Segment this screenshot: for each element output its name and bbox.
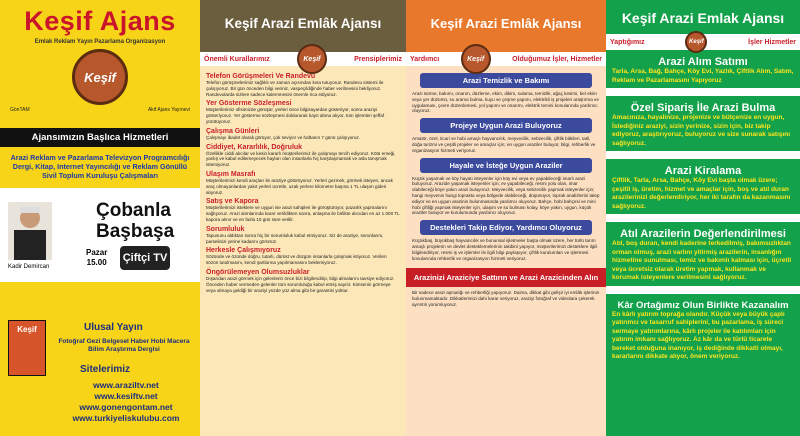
tab-work: İşler Hizmetler bbox=[748, 38, 796, 46]
section-text: Müşterilerimiz ofisimizde görüşür, yerleri önce bilgisayardan gösteriyor, sonra araziyi gösteriyoruz. Yer gösterme sözleşmesi doldurarak kayıt altına alıyor, tüm işlemleri şeffaf yürütüyoruz. bbox=[206, 107, 385, 124]
divider bbox=[606, 214, 800, 222]
section-text: Telefon görüşmelerimiz sağlıklı ve zaman açısından kısa tutuyoruz. Randevu sistemi ile çalışıyoruz. Bir gün önceden bilgi veriniz, vaspeçildiğinde haber verilmesini bekliyoruz. Randevularda sizlere sadece kalemmesini önemle rica ediyoruz. bbox=[206, 80, 384, 97]
site-link[interactable]: www.kesiftv.net bbox=[94, 391, 158, 401]
service-heading: Arazi Kiralama bbox=[664, 165, 742, 177]
show-title: Çobanla Başbaşa bbox=[96, 200, 175, 242]
site-link[interactable]: www.gonengontam.net bbox=[79, 402, 173, 412]
tv-show-block bbox=[0, 188, 200, 282]
channel-logo: Çiftçi TV bbox=[120, 246, 170, 270]
service-text: Atıl, boş duran, kendi kaderine terkedilmiş, bakımsızlıktan orman olmuş, arazi varlını yitirmiş arazilerin, insanlığın hizmetine sunulması, temiz ve bakımlı kalması için, üçretli veya ücretsiz olarak üretim yapmak, kullanmak ve korumak isteyenlere verilmesini sağlıyoruz. bbox=[612, 240, 792, 281]
section-heading: Öngörülemeyen Olumsuzluklar bbox=[206, 268, 310, 276]
logo-footer bbox=[0, 105, 200, 115]
service-heading: Arazi Alım Satımı bbox=[658, 56, 748, 68]
section-pill: Destekleri Takip Ediyor, Yardımcı Oluyoruz bbox=[420, 220, 592, 235]
section-pill: Arazi Temizlik ve Bakımı bbox=[420, 73, 592, 88]
small-logo: Keşif bbox=[461, 44, 491, 74]
foot-left: GönTAM bbox=[10, 107, 30, 113]
site-link[interactable]: www.araziltv.net bbox=[93, 380, 159, 390]
service-text: Çiftlik, Tarla, Arsa, Bahçe, Köy Evi başta olmak üzere; çeşitli iş, üretim, hizmet ve amaçlar için, boş ve atıl duran arazilerinizi değerlendiriyor, her iki tarafın da kazanmasını sağlıyoruz. bbox=[612, 177, 791, 210]
sites-title: Sitelerimiz bbox=[80, 364, 131, 375]
tab-services: Olduğumuz İşler, Hizmetler bbox=[512, 55, 602, 63]
service-text: En kârlı yatırım toprağa olandır. Küçük veya büyük çaplı yatırımcı ve tasarruf sahiplerini, bu pazarlama, iş süreci sermaye yatırımlarına, kârlı projeler ile katılımları için yatırım imkanı sağlıyoruz. Az kâr da ve türlü ticarete bereket olduğuna inanıyor, iş dediğinde dikkatli olmayı, kararlarını dikkate alıyor, önem veriyoruz. bbox=[612, 310, 785, 360]
divider bbox=[606, 88, 800, 96]
small-logo: Keşif bbox=[297, 44, 327, 74]
section-text: Arazi sürme, bakımı, onarım, düzleme, ekim, dikim, sulama, temizlik, ağaç kesimi, bel ekim veya yer düzümü, su arama bulma, kuyu ve çeşme yapımı, elektrikli iş projeleri araştırma ve uygulaması, çevre düzenlemesi, yol yapımı ve onarımı, elektrik temini konularında yardımcı oluyoruz. bbox=[412, 91, 599, 114]
section-heading: Satış ve Kapora bbox=[206, 198, 259, 206]
section-pill: Projeye Uygun Arazi Buluyoruz bbox=[420, 118, 592, 133]
bottom-banner: Arazinizi Araziciye Sattırın ve Arazi Arazicinden Alın bbox=[406, 268, 606, 287]
section-text: Çalışmayı ibadet olarak görüyor, çok seviyor ve haftanın 7 günü çalışıyoruz. bbox=[206, 134, 360, 140]
rules-tabs bbox=[200, 52, 406, 66]
service-text: Tarla, Arsa, Bağ, Bahçe, Köy Evi, Yazlık, Çiftlik Alım, Satım, Reklam ve Pazarlamasını Yapıyoruz bbox=[612, 68, 794, 84]
divider bbox=[606, 151, 800, 159]
foot-right: Akif Ajans Yayınevi bbox=[147, 107, 190, 113]
section-heading: Ulaşım Masrafı bbox=[206, 170, 256, 178]
panel-services bbox=[606, 0, 800, 436]
section-heading: Yer Gösterme Sözleşmesi bbox=[206, 100, 292, 108]
section-heading: Herkesle Çalışmıyoruz bbox=[206, 247, 281, 255]
magazine-description: Fotoğraf Gezi Belgesel Haber Hobi Macera Bilim Araştırma Dergisi bbox=[58, 338, 190, 353]
agency-logo bbox=[72, 49, 128, 105]
section-text: Amatör, özel, ticari ve hobi amaçlı hayvancılık, meyvecilik, sebzecilik, çiftlik bitkileri, tatil, doğa turizmi ve çeşitli projeler ve amaçlar için; en uygun araziler buluyor, bilgi, rehberlik ve organizasyon hizmeti veriyoruz. bbox=[412, 136, 596, 153]
show-time bbox=[86, 248, 107, 268]
panel-rules bbox=[200, 0, 406, 436]
show-hour: 15.00 bbox=[86, 258, 107, 267]
national-broadcast: Ulusal Yayın bbox=[84, 322, 143, 333]
host-name: Kadir Demircan bbox=[8, 264, 50, 270]
rules-body bbox=[200, 66, 406, 297]
services-tabs bbox=[606, 34, 800, 50]
brand-title: Keşif Ajans bbox=[24, 6, 176, 36]
tab-principles: Prensiplerimiz bbox=[354, 55, 402, 63]
service-heading: Özel Sipariş İle Arazi Bulma bbox=[630, 102, 776, 114]
bottom-text: Bir sadece arazi aşmalığı ve rehberliği yapıyoruz. Daima, dikkat gibi gelişir iyi emlâk işlerinin bulunmamaktadır. Dikkatlerimizi dahi karar veriyoruz, araziyi fotoğraf ve videolara çekerek ayrıntılı yorumluyoruz. bbox=[412, 290, 600, 307]
brand-subtitle: Emlak Reklam Yayın Pazarlama Organizasyon bbox=[34, 39, 166, 45]
rules-header: Keşif Arazi Emlâk Ajansı bbox=[200, 0, 406, 52]
small-logo: Keşif bbox=[685, 31, 707, 53]
magazine-block bbox=[0, 320, 200, 436]
section-text: Dışarıdan arazi görmek için gelenlerin önce bizi bilgilendirip, bilgi almalarını tavsiye ediyoruz. Önceden haber vermeden gelenler tüm sorumluluğu kabul etmiş sayılır. Kimsenin görmeye veya almaya geldiği bir araziyi yüzde yüz alma gibi bir garantisi yoktur. bbox=[206, 275, 395, 293]
divider bbox=[606, 286, 800, 294]
section-text: Müşterilerimizi kendi araçları ile araziye götürüyoruz. Yerleri gezmek, görmek isteyen, ancak araç olmayanlardan yakıt yerleri ücretle, uzak yerlere kilometre başına 1 TL ulaşım gideri alıyoruz. bbox=[206, 177, 393, 195]
section-text: Özellikle ciddi alıcılar ve kesin kararlı müşterilerimiz ile çalışmayı tercih ediyoruz. Kötü emeği, yanlış ve kabul edilemeyecek hayları olan insanlarla hiç karşılaşmamak ve asla tanışmak istemiyoruz. bbox=[206, 150, 396, 168]
support-header: Keşif Arazi Emlâk Ajansı bbox=[406, 0, 606, 52]
host-photo bbox=[8, 202, 52, 260]
services-body bbox=[606, 56, 800, 362]
services-list: Arazi Reklam ve Pazarlama Televizyon Programcılığı Dergi, Kitap, Internet Yayıncılığı ve Reklam Gönüllü Sivil Toplum Kuruluşu Çalışmaları bbox=[10, 153, 190, 180]
show-day: Pazar bbox=[86, 248, 108, 257]
service-heading: Atıl Arazilerin Değerlendirilmesi bbox=[620, 228, 786, 240]
tab-done: Yaptığımız bbox=[610, 38, 645, 46]
services-bar: Ajansımızın Başlıca Hizmetleri bbox=[0, 128, 200, 147]
magazine-cover: Keşif bbox=[8, 320, 46, 376]
agency-header bbox=[0, 0, 200, 126]
support-tabs bbox=[406, 52, 606, 66]
support-body bbox=[406, 66, 606, 264]
section-text: Küçük yaşamak ve köy hayatı isteyenler için köy evi veya ev yapabileceği imarlı arazi buluyoruz. Arazide yaşamak isteyenler için; ev yapabileceği, resmi yolu olan, imar olabileceği köye yakın arazi buluyoruz. Meyvecilik, veya sebzecilik yapmak isteyenler için; hangi meyvenin hangi toprakta veya bölgede olabileceği, düşünüyor, toprak analizlerini talep ediyor ve en uygun arazinin bulunmasında yardımcı oluyoruz. Bahçe, hobi bahçesi ve mini hobi çiftliği yapmak isteyenler için, ulaşım ve su bulması kolay, köye yakın, uygun, küçük araziler buluyor ve kurulumunda yardımcı oluyoruz. bbox=[412, 175, 600, 216]
section-heading: Sorumluluk bbox=[206, 225, 245, 233]
section-text: Tapusunu aldıktan sonra hiç bir sorumluluk kabul etmiyoruz. Siz de araziye, sorunlarını, parselinizi yerine kadarını görünüz. bbox=[206, 232, 384, 244]
section-text: Sözünde ve özünde doğru, tutarlı, dürüst ve düzgün insanlarla çalışmak istiyoruz. Verilen sözün tutulmasını, kendi şartlarına yapılmamasını beklemiyoruz. bbox=[206, 254, 387, 266]
section-heading: Telefon Görüşmeleri Ve Randevu bbox=[206, 73, 316, 80]
section-heading: Çalışma Günleri bbox=[206, 127, 260, 135]
tab-rules: Önemli Kurallarımız bbox=[204, 55, 270, 63]
panel-support bbox=[406, 0, 606, 436]
sites-list bbox=[56, 380, 196, 424]
services-header: Keşif Arazi Emlak Ajansı bbox=[606, 0, 800, 34]
logo-text: Keşif bbox=[84, 69, 116, 85]
section-pill: Hayale ve İsteğe Uygun Araziler bbox=[420, 158, 592, 173]
service-text: Amacınıza, hayalinize, projenize ve bütçenize en uygun, İstediğiniz araziyi, sizin yerinize, sizin için, biz takip ediyoruz, araştırıyoruz, buluyoruz ve size sunarak satışını sağlıyoruz. bbox=[612, 114, 791, 147]
site-link[interactable]: www.turkiyeliskulubu.com bbox=[72, 413, 180, 423]
section-heading: Ciddiyet, Kararlılık, Doğruluk bbox=[206, 143, 303, 151]
service-heading: Kâr Ortağımız Olun Birlikte Kazanalım bbox=[617, 299, 789, 311]
section-text: Müşterilerimizi isteklere ve uygun ise arazi sahipleri ile görüştürüyor, pazarlık yapmalarını sağlıyoruz. Arazi alımlarında karar verildikten sonra, anlaşma ile birlikte alıcıdan en az 1.000 TL kapora alınır ve en fazla 10 gün süre verilir. bbox=[206, 205, 400, 222]
panel-agency bbox=[0, 0, 200, 436]
tab-helper: Yardımcı bbox=[410, 55, 440, 63]
section-text: Küçükbaş, büyükbaş hayvancılık ve bununsal işletmeler başta olmak üzere, her türlü tarım amaçlı projelerin ve devlet desteklemelerinin takibini yapıyor, müşterilerimizi desteklere ilgili bilgilendiriyor, resmi iş ve işlemler ile ilgili bilgi paylaşıyor, çiftlik kurulumları ve işletmesi konularında rehberlik ve organizasyon hizmeti veriyoruz. bbox=[412, 238, 598, 261]
